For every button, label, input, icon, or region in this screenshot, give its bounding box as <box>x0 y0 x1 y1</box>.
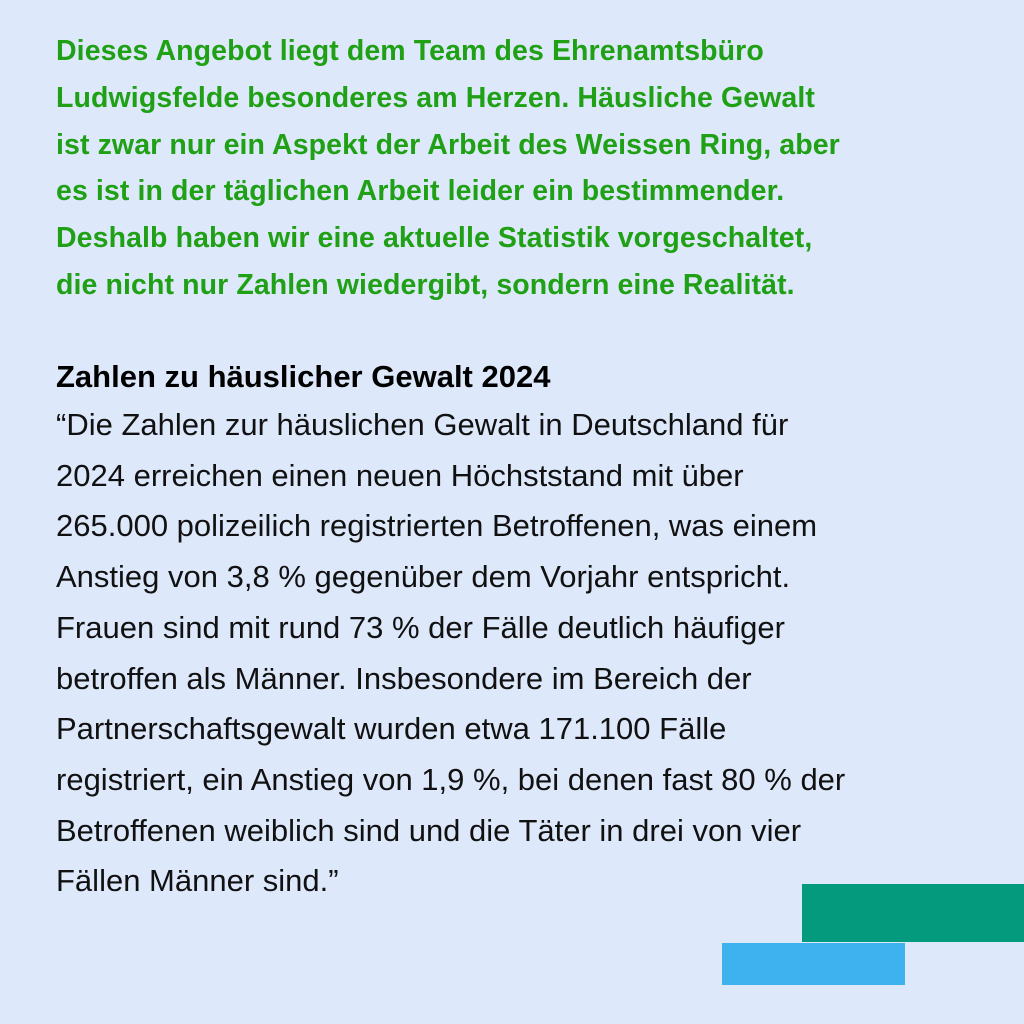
quote-line: Fällen Männer sind.” <box>56 863 339 899</box>
intro-paragraph <box>56 28 996 309</box>
intro-line: ist zwar nur ein Aspekt der Arbeit des Weissen Ring, aber <box>56 128 840 161</box>
quote-line: betroffen als Männer. Insbesondere im Bereich der <box>56 660 752 696</box>
intro-line: es ist in der täglichen Arbeit leider ein bestimmender. <box>56 175 785 208</box>
intro-line: Deshalb haben wir eine aktuelle Statistik vorgeschaltet, <box>56 222 813 255</box>
section-heading: Zahlen zu häuslicher Gewalt 2024 <box>56 359 551 394</box>
quote-line: 2024 erreichen einen neuen Höchststand mit über <box>56 457 744 493</box>
quote-line: Partnerschaftsgewalt wurden etwa 171.100 Fälle <box>56 711 727 747</box>
quote-line: 265.000 polizeilich registrierten Betroffenen, was einem <box>56 508 818 544</box>
intro-line: Ludwigsfelde besonderes am Herzen. Häusliche Gewalt <box>56 81 815 114</box>
quote-line: Anstieg von 3,8 % gegenüber dem Vorjahr entspricht. <box>56 559 791 595</box>
quote-line: registriert, ein Anstieg von 1,9 %, bei denen fast 80 % der <box>56 761 846 797</box>
intro-line: Dieses Angebot liegt dem Team des Ehrenamtsbüro <box>56 35 764 67</box>
quote-line: “Die Zahlen zur häuslichen Gewalt in Deutschland für <box>56 407 789 442</box>
blue-accent-bar <box>722 943 905 985</box>
quote-line: Betroffenen weiblich sind und die Täter in drei von vier <box>56 812 802 848</box>
quote-line: Frauen sind mit rund 73 % der Fälle deutlich häufiger <box>56 609 785 645</box>
statistics-quote <box>56 400 996 907</box>
green-accent-bar <box>802 884 1024 942</box>
intro-line: die nicht nur Zahlen wiedergibt, sondern eine Realität. <box>56 268 795 301</box>
